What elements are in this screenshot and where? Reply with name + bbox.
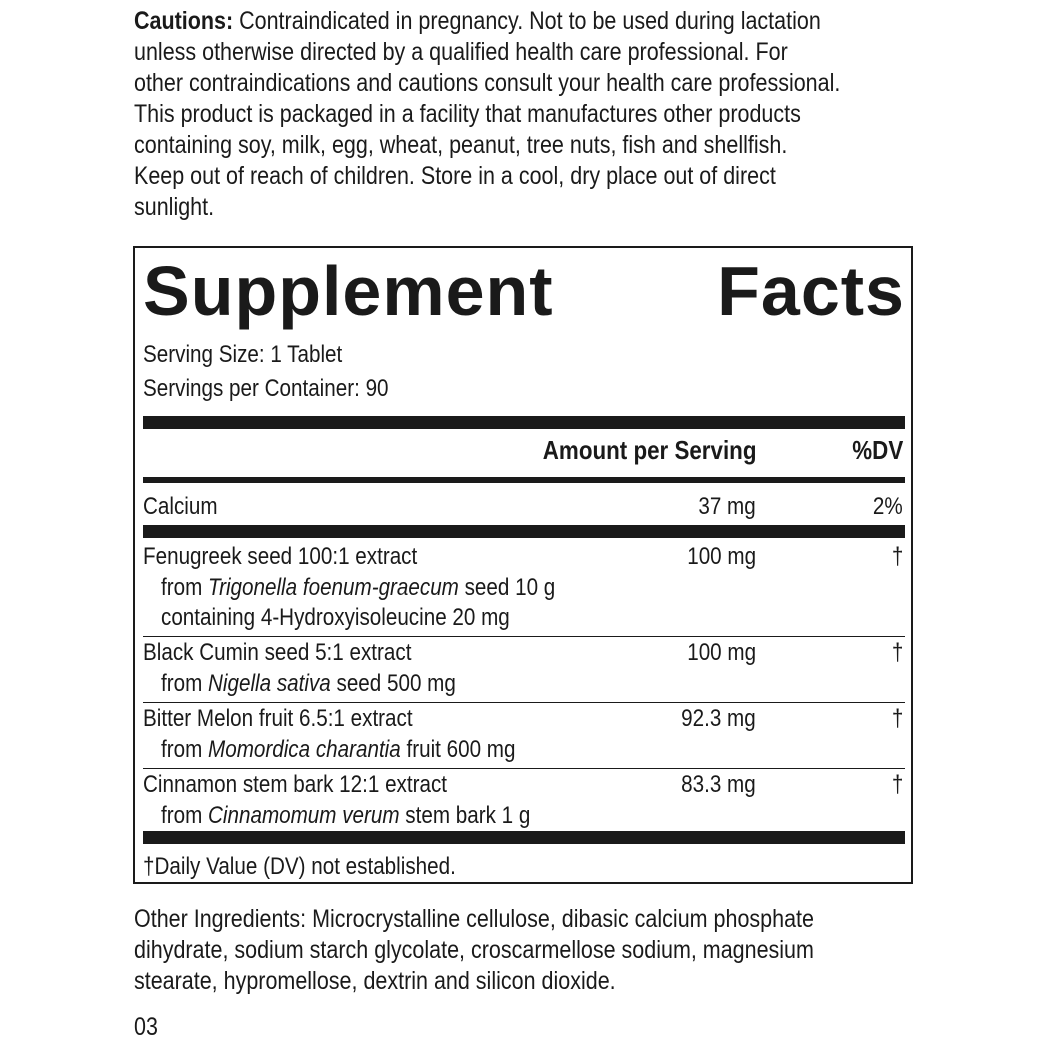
ingredient-amount: 100 mg	[687, 543, 756, 570]
cautions-label: Cautions:	[134, 7, 234, 35]
cautions-line-2: unless otherwise directed by a qualified health care professional. For	[134, 38, 788, 66]
cautions-line-7: sunlight.	[134, 193, 215, 221]
cautions-line-5: containing soy, milk, egg, wheat, peanut, tree nuts, fish and shellfish.	[134, 131, 788, 159]
botanical-name: Nigella sativa	[208, 670, 331, 697]
other-ingredients-line-3: stearate, hypromellose, dextrin and silicon dioxide.	[134, 967, 616, 995]
dv-footnote: †Daily Value (DV) not established.	[143, 853, 456, 880]
ingredient-dv: †	[891, 705, 903, 732]
cautions-line-3: other contraindications and cautions consult your health care professional.	[134, 69, 841, 97]
thick-divider	[143, 525, 905, 538]
ingredient-dv: †	[891, 639, 903, 666]
thick-divider	[143, 831, 905, 844]
ingredient-name: Bitter Melon fruit 6.5:1 extract	[143, 705, 413, 732]
ingredient-amount: 83.3 mg	[681, 771, 756, 798]
ingredient-name: Fenugreek seed 100:1 extract	[143, 543, 418, 570]
nutrient-dv: 2%	[873, 493, 903, 520]
cautions-line-4: This product is packaged in a facility that manufactures other products	[134, 100, 801, 128]
serving-size: Serving Size: 1 Tablet	[143, 341, 343, 368]
facts-title-supplement: Supplement	[143, 252, 554, 330]
thin-divider	[143, 636, 905, 637]
nutrient-amount: 37 mg	[698, 493, 756, 520]
botanical-name: Cinnamomum verum	[208, 802, 400, 829]
botanical-name: Momordica charantia	[208, 736, 401, 763]
page-code: 03	[134, 1013, 158, 1041]
other-ingredients-paragraph	[134, 904, 1034, 997]
other-ingredients-line-2: dihydrate, sodium starch glycolate, croscarmellose sodium, magnesium	[134, 936, 814, 964]
ingredient-dv: †	[891, 543, 903, 570]
ingredient-source: from Trigonella foenum-graecum seed 10 g	[161, 574, 556, 601]
thick-divider	[143, 416, 905, 429]
ingredient-source: from Momordica charantia fruit 600 mg	[161, 736, 516, 763]
cautions-line-1: Contraindicated in pregnancy. Not to be used during lactation	[233, 7, 821, 35]
servings-per-container: Servings per Container: 90	[143, 375, 389, 402]
ingredient-amount: 100 mg	[687, 639, 756, 666]
header-divider	[143, 477, 905, 483]
ingredient-amount: 92.3 mg	[681, 705, 756, 732]
header-amount-per-serving: Amount per Serving	[542, 435, 756, 465]
other-ingredients-line-1: Other Ingredients: Microcrystalline cellulose, dibasic calcium phosphate	[134, 905, 814, 933]
ingredient-source: from Nigella sativa seed 500 mg	[161, 670, 456, 697]
cautions-line-6: Keep out of reach of children. Store in a cool, dry place out of direct	[134, 162, 776, 190]
thin-divider	[143, 768, 905, 769]
supplement-facts-panel	[133, 246, 913, 884]
ingredient-source: from Cinnamomum verum stem bark 1 g	[161, 802, 531, 829]
ingredient-dv: †	[891, 771, 903, 798]
ingredient-name: Cinnamon stem bark 12:1 extract	[143, 771, 448, 798]
thin-divider	[143, 702, 905, 703]
cautions-paragraph	[134, 6, 1034, 223]
facts-title-facts: Facts	[717, 252, 905, 330]
ingredient-standardization: containing 4-Hydroxyisoleucine 20 mg	[161, 604, 510, 631]
ingredient-name: Black Cumin seed 5:1 extract	[143, 639, 412, 666]
nutrient-name: Calcium	[143, 493, 218, 520]
header-dv: %DV	[852, 435, 903, 465]
botanical-name: Trigonella foenum-graecum	[208, 574, 459, 601]
